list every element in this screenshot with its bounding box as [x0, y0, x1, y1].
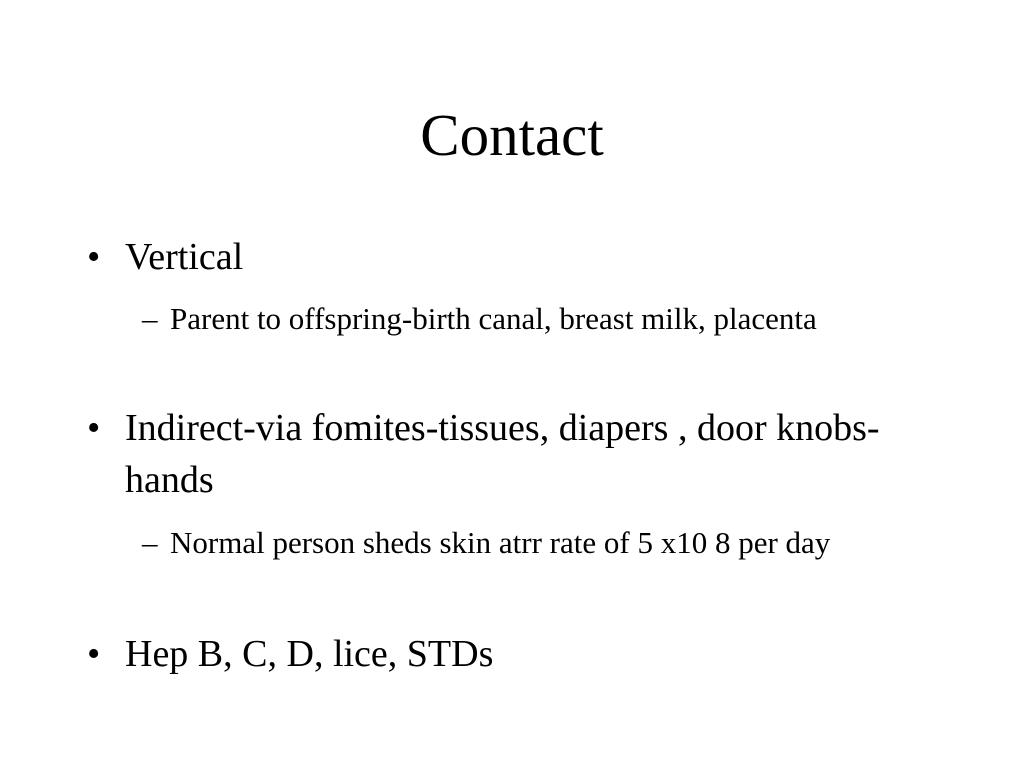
- dash-icon: –: [142, 525, 158, 560]
- sub-bullet-text: Parent to offspring-birth canal, breast milk, placenta: [170, 301, 817, 336]
- dash-icon: –: [142, 301, 158, 336]
- bullet-icon: •: [87, 633, 101, 675]
- sub-bullet-item-parent: [142, 298, 910, 340]
- slide-title: Contact: [420, 102, 604, 168]
- bullet-icon: •: [87, 407, 101, 449]
- bullet-item-indirect: [87, 402, 915, 506]
- bullet-text: Indirect-via fomites-tissues, diapers , door knobs- hands: [125, 407, 880, 501]
- bullet-text: Vertical: [125, 236, 244, 278]
- sub-bullet-item-normal-person: [142, 522, 910, 564]
- bullet-item-vertical: [87, 231, 915, 283]
- bullet-icon: •: [87, 236, 101, 278]
- bullet-text: Hep B, C, D, lice, STDs: [125, 633, 494, 675]
- bullet-item-hep: [87, 628, 915, 680]
- sub-bullet-text: Normal person sheds skin atrr rate of 5 x10 8 per day: [170, 525, 831, 560]
